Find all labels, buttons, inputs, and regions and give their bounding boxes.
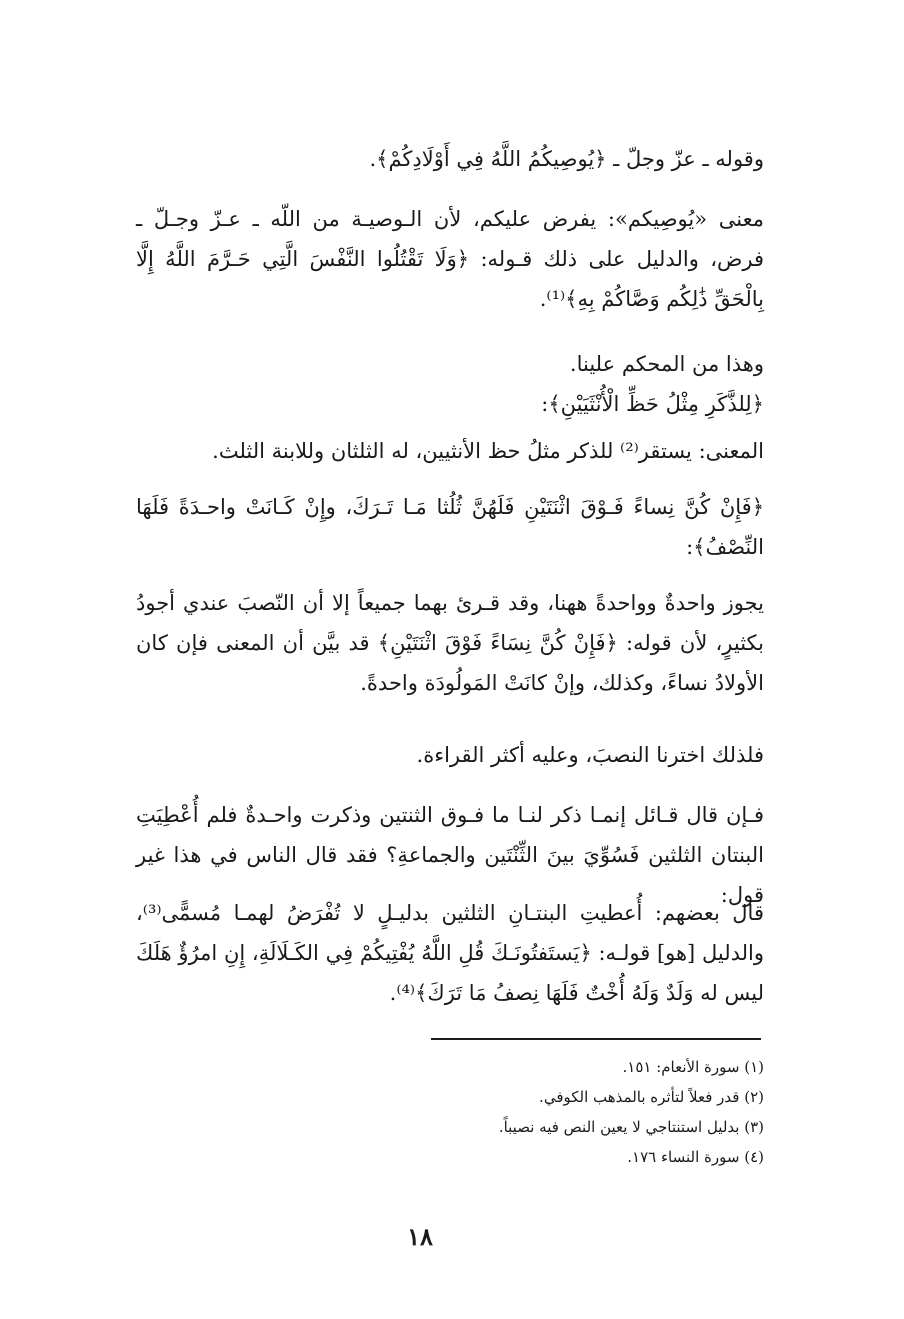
- grammar-paragraph: يجوز واحدةٌ وواحدةً ههنا، وقد قـرئ بهما جميعاً إلا أن النّصبَ عندي أجودُ بكثيرٍ، لأن قوله: ﴿فَإِنْ كُنَّ نِسَاءً فَوْقَ اثْنَتَيْنِ﴾ قد بيَّن أن المعنى فإن كان الأولادُ نساءً، وكذلك، وإنْ كانَتْ المَولُودَة واحدةً.: [136, 591, 764, 695]
- footnote-divider: [431, 1038, 761, 1040]
- footnote-2: (٢) قدر فعلاً لتأثره بالمذهب الكوفي.: [539, 1088, 764, 1106]
- explanation-paragraph: معنى «يُوصِيكم»: يفرض عليكم، لأن الـوصيـة من اللّه ـ عـزّ وجـلّ ـ فرض، والدليل على ذلك قـوله: ﴿وَلَا تَقْتُلُوا النَّفْسَ الَّتِي حَـرَّمَ اللَّهُ إِلَّا بِالْحَقِّ ذَٰلِكُم وَصَّاكُمْ بِهِ﴾⁽¹⁾.: [136, 207, 764, 311]
- question-paragraph: فـإن قال قـائل إنمـا ذكر لنـا ما فـوق الثنتين وذكرت واحـدةٌ فلم أُعْطِيَتِ البنتان الثلثين فَسُوِّيَ بينَ الثِّنْتَين والجماعةِ؟ فقد قال الناس في هذا غير قول:: [136, 803, 764, 907]
- meaning-paragraph: المعنى: يستقر⁽²⁾ للذكر مثلُ حظ الأنثيين، له الثلثان وللابنة الثلث.: [212, 439, 764, 463]
- footnote-3: (٣) بدليل استنتاجي لا يعين النص فيه نصيباً.: [498, 1118, 764, 1136]
- footnote-1: (١) سورة الأنعام: ١٥١.: [622, 1058, 764, 1076]
- page-number: ١٨: [407, 1222, 433, 1251]
- footnote-4: (٤) سورة النساء ١٧٦.: [627, 1148, 764, 1166]
- muhkam-paragraph: وهذا من المحكم علينا. ﴿لِلذَّكَرِ مِثْلُ حَظِّ الْأُنْثَيَيْنِ﴾:: [541, 352, 764, 416]
- answer-paragraph: قال بعضهم: أُعطيتِ البنتـانِ الثلثين بدليـلٍ لا تُفْرَضُ لهمـا مُسمًّى⁽³⁾، والدليل [هو] قولـه: ﴿يَستَفتُونَـكَ قُلِ اللَّهُ يُفْتِيكُمْ فِي الكَـلَالَةِ، إِنِ امرُؤٌ هَلَكَ ليس له وَلَدٌ وَلَهُ أُخْتٌ فَلَهَا نِصفُ مَا تَرَكَ﴾⁽⁴⁾.: [136, 901, 764, 1005]
- verse-nisa-paragraph: ﴿فَإِنْ كُنَّ نِساءً فَـوْقَ اثْنَتَيْنِ فَلَهُنَّ ثُلُثا مَـا تَـرَكَ، وإِنْ كَـانَتْ واحـدَةً فَلَهَا النِّصْفُ﴾:: [136, 495, 764, 559]
- footnotes-list: [136, 1052, 764, 1172]
- choice-paragraph: فلذلك اخترنا النصبَ، وعليه أكثر القراءة.: [416, 743, 764, 767]
- verse-intro-paragraph: وقوله ـ عزّ وجلّ ـ ﴿يُوصِيكُمُ اللَّهُ فِي أَوْلَادِكُمْ﴾.: [369, 147, 764, 171]
